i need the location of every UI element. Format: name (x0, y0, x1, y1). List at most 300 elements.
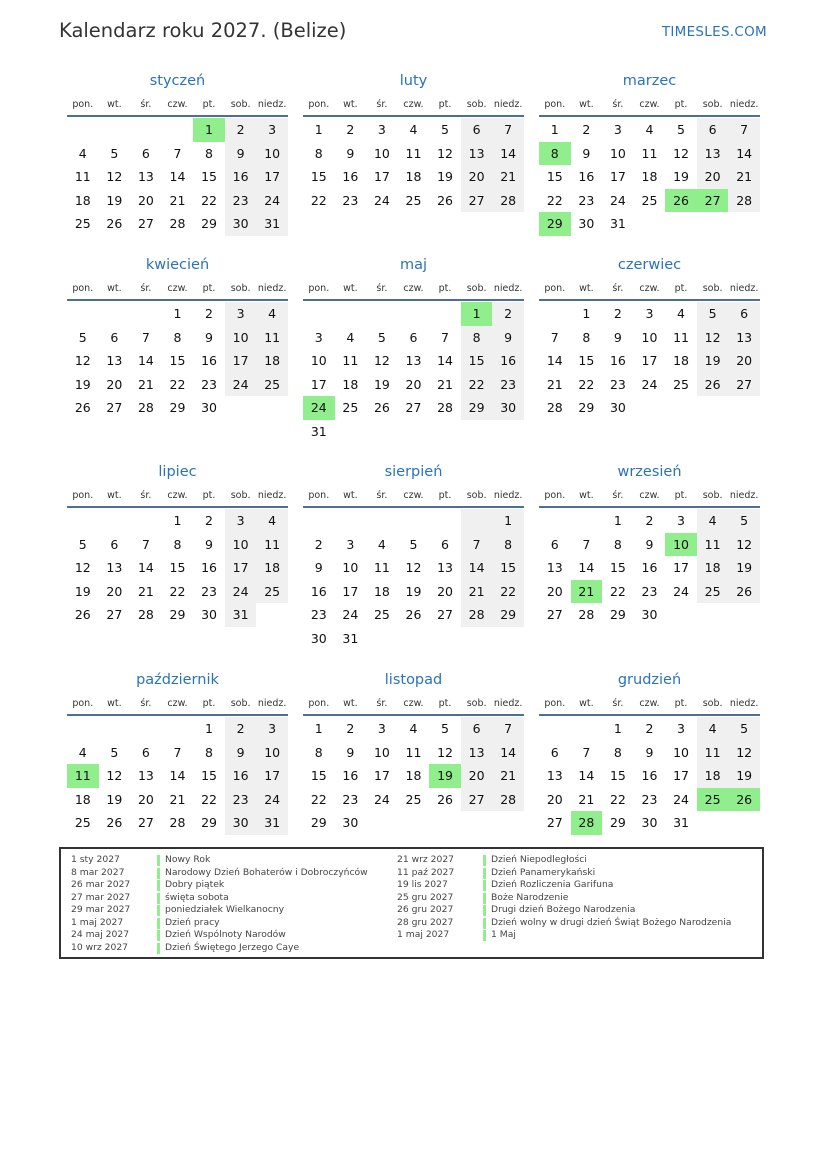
day-cell[interactable]: 10 (373, 145, 390, 161)
day-cell[interactable]: 23 (641, 791, 658, 807)
day-cell[interactable]: 13 (461, 741, 493, 765)
day-cell[interactable]: 7 (582, 536, 591, 552)
day-cell[interactable]: 1 (173, 306, 182, 321)
day-cell[interactable]: 22 (201, 791, 217, 807)
day-cell[interactable]: 30 (225, 212, 257, 236)
day-cell[interactable]: 10 (665, 533, 697, 557)
day-cell[interactable]: 29 (310, 815, 327, 830)
day-cell[interactable]: 23 (342, 791, 359, 807)
day-cell[interactable]: 11 (256, 326, 288, 350)
day-cell[interactable]: 26 (665, 189, 697, 213)
day-cell[interactable]: 13 (137, 768, 154, 783)
day-cell[interactable]: 31 (609, 216, 626, 231)
day-cell[interactable]: 16 (310, 583, 327, 599)
day-cell[interactable]: 30 (201, 400, 217, 415)
day-cell[interactable]: 20 (137, 192, 154, 208)
day-cell[interactable]: 28 (461, 603, 493, 627)
brand-logo-text[interactable]: TIMESLES.COM (661, 24, 767, 40)
day-cell[interactable]: 17 (256, 165, 288, 189)
day-cell[interactable]: 27 (728, 373, 760, 397)
day-cell[interactable]: 26 (697, 373, 729, 397)
day-cell[interactable]: 26 (74, 400, 91, 415)
day-cell[interactable]: 4 (697, 717, 729, 741)
day-cell[interactable]: 27 (461, 189, 493, 213)
day-cell[interactable]: 20 (461, 764, 493, 788)
day-cell[interactable]: 14 (546, 353, 563, 368)
day-cell[interactable]: 22 (201, 192, 217, 208)
day-cell[interactable]: 20 (546, 791, 563, 807)
day-cell[interactable]: 9 (645, 744, 654, 760)
day-cell[interactable]: 1 (613, 513, 622, 528)
day-cell[interactable]: 24 (303, 396, 335, 420)
day-cell[interactable]: 14 (728, 142, 760, 166)
day-cell[interactable]: 13 (405, 353, 422, 368)
day-cell[interactable]: 18 (405, 169, 422, 184)
day-cell[interactable]: 28 (492, 189, 524, 213)
day-cell[interactable]: 20 (405, 376, 422, 392)
day-cell[interactable]: 8 (205, 744, 213, 760)
day-cell[interactable]: 15 (169, 353, 186, 368)
day-cell[interactable]: 9 (492, 326, 524, 350)
day-cell[interactable]: 20 (106, 583, 123, 599)
day-cell[interactable]: 31 (342, 630, 359, 646)
day-cell[interactable]: 17 (225, 349, 257, 373)
day-cell[interactable]: 17 (373, 768, 390, 783)
day-cell[interactable]: 19 (429, 764, 461, 788)
day-cell[interactable]: 2 (582, 122, 591, 137)
day-cell[interactable]: 26 (405, 607, 422, 622)
day-cell[interactable]: 23 (342, 192, 359, 208)
day-cell[interactable]: 10 (673, 744, 689, 760)
day-cell[interactable]: 1 (173, 513, 182, 528)
day-cell[interactable]: 26 (74, 607, 91, 622)
day-cell[interactable]: 21 (578, 791, 595, 807)
day-cell[interactable]: 10 (225, 326, 257, 350)
day-cell[interactable]: 27 (106, 607, 123, 622)
day-cell[interactable]: 18 (641, 169, 658, 184)
day-cell[interactable]: 3 (613, 122, 622, 137)
day-cell[interactable]: 23 (641, 583, 658, 599)
day-cell[interactable]: 8 (173, 329, 182, 345)
day-cell[interactable]: 18 (373, 583, 390, 599)
day-cell[interactable]: 31 (256, 212, 288, 236)
day-cell[interactable]: 16 (641, 560, 658, 575)
day-cell[interactable]: 5 (78, 329, 87, 345)
day-cell[interactable]: 17 (342, 583, 359, 599)
day-cell[interactable]: 19 (74, 583, 91, 599)
day-cell[interactable]: 6 (409, 329, 418, 345)
day-cell[interactable]: 6 (110, 329, 119, 345)
day-cell[interactable]: 27 (437, 607, 453, 622)
day-cell[interactable]: 30 (310, 630, 327, 646)
day-cell[interactable]: 23 (310, 607, 327, 622)
day-cell[interactable]: 29 (609, 815, 626, 830)
day-cell[interactable]: 11 (74, 169, 91, 184)
day-cell[interactable]: 27 (405, 400, 422, 415)
day-cell[interactable]: 5 (728, 717, 760, 741)
day-cell[interactable]: 30 (641, 815, 658, 830)
day-cell[interactable]: 8 (492, 533, 524, 557)
day-cell[interactable]: 8 (314, 145, 323, 161)
day-cell[interactable]: 12 (728, 533, 760, 557)
day-cell[interactable]: 4 (346, 329, 355, 345)
day-cell[interactable]: 12 (74, 353, 91, 368)
day-cell[interactable]: 9 (314, 560, 323, 575)
day-cell[interactable]: 30 (201, 607, 217, 622)
day-cell[interactable]: 10 (373, 744, 390, 760)
day-cell[interactable]: 29 (201, 216, 217, 231)
day-cell[interactable]: 10 (256, 142, 288, 166)
day-cell[interactable]: 8 (205, 145, 213, 161)
day-cell[interactable]: 4 (78, 744, 87, 760)
day-cell[interactable]: 25 (373, 607, 390, 622)
day-cell[interactable]: 8 (173, 536, 182, 552)
day-cell[interactable]: 18 (697, 556, 729, 580)
day-cell[interactable]: 31 (225, 603, 257, 627)
day-cell[interactable]: 12 (74, 560, 91, 575)
day-cell[interactable]: 30 (342, 815, 359, 830)
day-cell[interactable]: 23 (201, 376, 217, 392)
day-cell[interactable]: 26 (106, 216, 123, 231)
day-cell[interactable]: 15 (310, 169, 327, 184)
day-cell[interactable]: 2 (225, 118, 257, 142)
day-cell[interactable]: 3 (256, 118, 288, 142)
day-cell[interactable]: 22 (609, 583, 626, 599)
day-cell[interactable]: 24 (256, 189, 288, 213)
day-cell[interactable]: 2 (205, 306, 213, 321)
day-cell[interactable]: 17 (310, 376, 327, 392)
day-cell[interactable]: 6 (141, 145, 150, 161)
day-cell[interactable]: 18 (256, 349, 288, 373)
day-cell[interactable]: 9 (205, 536, 213, 552)
day-cell[interactable]: 12 (697, 326, 729, 350)
day-cell[interactable]: 9 (582, 145, 591, 161)
day-cell[interactable]: 1 (314, 721, 323, 736)
day-cell[interactable]: 24 (373, 791, 390, 807)
day-cell[interactable]: 15 (201, 169, 217, 184)
day-cell[interactable]: 17 (373, 169, 390, 184)
day-cell[interactable]: 21 (728, 165, 760, 189)
day-cell[interactable]: 22 (609, 791, 626, 807)
day-cell[interactable]: 29 (578, 400, 595, 415)
day-cell[interactable]: 21 (169, 192, 186, 208)
day-cell[interactable]: 14 (461, 556, 493, 580)
day-cell[interactable]: 4 (697, 509, 729, 533)
day-cell[interactable]: 4 (377, 536, 386, 552)
day-cell[interactable]: 24 (373, 192, 390, 208)
day-cell[interactable]: 16 (578, 169, 595, 184)
day-cell[interactable]: 13 (461, 142, 493, 166)
day-cell[interactable]: 15 (169, 560, 186, 575)
day-cell[interactable]: 19 (673, 169, 689, 184)
day-cell[interactable]: 22 (578, 376, 595, 392)
day-cell[interactable]: 9 (205, 329, 213, 345)
day-cell[interactable]: 1 (492, 509, 524, 533)
day-cell[interactable]: 5 (441, 721, 449, 736)
day-cell[interactable]: 30 (492, 396, 524, 420)
day-cell[interactable]: 22 (546, 192, 563, 208)
day-cell[interactable]: 5 (441, 122, 449, 137)
day-cell[interactable]: 11 (373, 560, 390, 575)
day-cell[interactable]: 4 (645, 122, 654, 137)
day-cell[interactable]: 5 (78, 536, 87, 552)
day-cell[interactable]: 1 (314, 122, 323, 137)
day-cell[interactable]: 15 (492, 556, 524, 580)
day-cell[interactable]: 1 (205, 721, 213, 736)
day-cell[interactable]: 22 (169, 583, 186, 599)
day-cell[interactable]: 5 (728, 509, 760, 533)
day-cell[interactable]: 31 (310, 423, 327, 439)
day-cell[interactable]: 7 (173, 744, 182, 760)
day-cell[interactable]: 16 (201, 560, 217, 575)
day-cell[interactable]: 27 (697, 189, 729, 213)
day-cell[interactable]: 21 (461, 580, 493, 604)
day-cell[interactable]: 28 (728, 189, 760, 213)
day-cell[interactable]: 11 (67, 764, 99, 788)
day-cell[interactable]: 28 (546, 400, 563, 415)
day-cell[interactable]: 26 (437, 791, 453, 807)
day-cell[interactable]: 31 (673, 815, 689, 830)
day-cell[interactable]: 9 (645, 536, 654, 552)
day-cell[interactable]: 9 (225, 741, 257, 765)
day-cell[interactable]: 8 (461, 326, 493, 350)
day-cell[interactable]: 17 (225, 556, 257, 580)
day-cell[interactable]: 3 (377, 721, 386, 736)
day-cell[interactable]: 12 (673, 145, 689, 161)
day-cell[interactable]: 1 (550, 122, 559, 137)
day-cell[interactable]: 23 (609, 376, 626, 392)
day-cell[interactable]: 3 (225, 509, 257, 533)
day-cell[interactable]: 28 (137, 400, 154, 415)
day-cell[interactable]: 27 (546, 607, 563, 622)
day-cell[interactable]: 20 (437, 583, 453, 599)
day-cell[interactable]: 18 (342, 376, 359, 392)
day-cell[interactable]: 24 (342, 607, 359, 622)
day-cell[interactable]: 10 (641, 329, 658, 345)
day-cell[interactable]: 24 (225, 373, 257, 397)
day-cell[interactable]: 17 (609, 169, 626, 184)
day-cell[interactable]: 16 (342, 169, 359, 184)
day-cell[interactable]: 18 (673, 353, 689, 368)
day-cell[interactable]: 25 (405, 192, 422, 208)
day-cell[interactable]: 11 (342, 353, 359, 368)
day-cell[interactable]: 27 (461, 788, 493, 812)
day-cell[interactable]: 30 (578, 216, 595, 231)
day-cell[interactable]: 6 (461, 717, 493, 741)
day-cell[interactable]: 20 (697, 165, 729, 189)
day-cell[interactable]: 4 (256, 509, 288, 533)
day-cell[interactable]: 8 (613, 744, 622, 760)
day-cell[interactable]: 2 (613, 306, 622, 321)
day-cell[interactable]: 15 (546, 169, 563, 184)
day-cell[interactable]: 25 (256, 373, 288, 397)
day-cell[interactable]: 2 (346, 122, 355, 137)
day-cell[interactable]: 20 (461, 165, 493, 189)
day-cell[interactable]: 6 (697, 118, 729, 142)
day-cell[interactable]: 12 (437, 145, 453, 161)
day-cell[interactable]: 13 (546, 768, 563, 783)
day-cell[interactable]: 19 (437, 169, 453, 184)
day-cell[interactable]: 21 (546, 376, 563, 392)
day-cell[interactable]: 14 (437, 353, 453, 368)
day-cell[interactable]: 23 (578, 192, 595, 208)
day-cell[interactable]: 8 (314, 744, 323, 760)
day-cell[interactable]: 24 (256, 788, 288, 812)
day-cell[interactable]: 18 (405, 768, 422, 783)
day-cell[interactable]: 28 (571, 811, 603, 835)
day-cell[interactable]: 4 (256, 302, 288, 326)
day-cell[interactable]: 14 (578, 768, 595, 783)
day-cell[interactable]: 17 (673, 560, 689, 575)
day-cell[interactable]: 28 (169, 815, 186, 830)
day-cell[interactable]: 27 (106, 400, 123, 415)
day-cell[interactable]: 7 (141, 329, 150, 345)
day-cell[interactable]: 6 (110, 536, 119, 552)
day-cell[interactable]: 4 (409, 122, 418, 137)
day-cell[interactable]: 5 (110, 744, 119, 760)
day-cell[interactable]: 29 (201, 815, 217, 830)
day-cell[interactable]: 20 (728, 349, 760, 373)
day-cell[interactable]: 28 (437, 400, 453, 415)
day-cell[interactable]: 26 (106, 815, 123, 830)
day-cell[interactable]: 23 (225, 189, 257, 213)
day-cell[interactable]: 7 (441, 329, 449, 345)
day-cell[interactable]: 19 (106, 791, 123, 807)
day-cell[interactable]: 16 (492, 349, 524, 373)
day-cell[interactable]: 26 (728, 580, 760, 604)
day-cell[interactable]: 12 (728, 741, 760, 765)
day-cell[interactable]: 15 (310, 768, 327, 783)
day-cell[interactable]: 25 (405, 791, 422, 807)
day-cell[interactable]: 7 (492, 717, 524, 741)
day-cell[interactable]: 10 (310, 353, 327, 368)
day-cell[interactable]: 2 (645, 513, 654, 528)
day-cell[interactable]: 27 (546, 815, 563, 830)
day-cell[interactable]: 1 (582, 306, 591, 321)
day-cell[interactable]: 15 (609, 768, 626, 783)
day-cell[interactable]: 26 (437, 192, 453, 208)
day-cell[interactable]: 3 (377, 122, 386, 137)
day-cell[interactable]: 16 (641, 768, 658, 783)
day-cell[interactable]: 24 (641, 376, 658, 392)
day-cell[interactable]: 12 (373, 353, 390, 368)
day-cell[interactable]: 24 (225, 580, 257, 604)
day-cell[interactable]: 21 (437, 376, 453, 392)
day-cell[interactable]: 19 (373, 376, 390, 392)
day-cell[interactable]: 7 (728, 118, 760, 142)
day-cell[interactable]: 5 (409, 536, 418, 552)
day-cell[interactable]: 31 (256, 811, 288, 835)
day-cell[interactable]: 26 (728, 788, 760, 812)
day-cell[interactable]: 22 (310, 192, 327, 208)
day-cell[interactable]: 10 (342, 560, 359, 575)
day-cell[interactable]: 25 (342, 400, 359, 415)
day-cell[interactable]: 13 (728, 326, 760, 350)
day-cell[interactable]: 26 (373, 400, 390, 415)
day-cell[interactable]: 8 (539, 142, 571, 166)
day-cell[interactable]: 30 (609, 400, 626, 415)
day-cell[interactable]: 16 (225, 165, 257, 189)
day-cell[interactable]: 24 (609, 192, 626, 208)
day-cell[interactable]: 13 (437, 560, 453, 575)
day-cell[interactable]: 11 (405, 145, 422, 161)
day-cell[interactable]: 14 (492, 142, 524, 166)
day-cell[interactable]: 1 (613, 721, 622, 736)
day-cell[interactable]: 7 (582, 744, 591, 760)
day-cell[interactable]: 10 (225, 533, 257, 557)
day-cell[interactable]: 6 (550, 536, 559, 552)
day-cell[interactable]: 1 (461, 302, 493, 326)
day-cell[interactable]: 12 (106, 768, 123, 783)
day-cell[interactable]: 21 (492, 764, 524, 788)
day-cell[interactable]: 19 (728, 556, 760, 580)
day-cell[interactable]: 2 (314, 536, 323, 552)
day-cell[interactable]: 20 (137, 791, 154, 807)
day-cell[interactable]: 23 (201, 583, 217, 599)
day-cell[interactable]: 7 (173, 145, 182, 161)
day-cell[interactable]: 27 (137, 815, 154, 830)
day-cell[interactable]: 29 (169, 400, 186, 415)
day-cell[interactable]: 14 (578, 560, 595, 575)
day-cell[interactable]: 6 (441, 536, 449, 552)
day-cell[interactable]: 4 (677, 306, 685, 321)
day-cell[interactable]: 22 (310, 791, 327, 807)
day-cell[interactable]: 11 (256, 533, 288, 557)
day-cell[interactable]: 19 (405, 583, 422, 599)
day-cell[interactable]: 2 (205, 513, 213, 528)
day-cell[interactable]: 30 (641, 607, 658, 622)
day-cell[interactable]: 21 (137, 583, 154, 599)
day-cell[interactable]: 13 (106, 353, 123, 368)
day-cell[interactable]: 13 (137, 169, 154, 184)
day-cell[interactable]: 3 (346, 536, 355, 552)
day-cell[interactable]: 15 (461, 349, 493, 373)
day-cell[interactable]: 29 (539, 212, 571, 236)
day-cell[interactable]: 18 (74, 791, 91, 807)
day-cell[interactable]: 14 (137, 353, 154, 368)
day-cell[interactable]: 28 (578, 607, 595, 622)
day-cell[interactable]: 25 (641, 192, 658, 208)
day-cell[interactable]: 28 (137, 607, 154, 622)
day-cell[interactable]: 4 (78, 145, 87, 161)
day-cell[interactable]: 16 (225, 764, 257, 788)
day-cell[interactable]: 15 (609, 560, 626, 575)
day-cell[interactable]: 5 (110, 145, 119, 161)
day-cell[interactable]: 25 (74, 216, 91, 231)
day-cell[interactable]: 7 (461, 533, 493, 557)
day-cell[interactable]: 14 (137, 560, 154, 575)
day-cell[interactable]: 17 (641, 353, 658, 368)
day-cell[interactable]: 3 (677, 513, 685, 528)
day-cell[interactable]: 23 (492, 373, 524, 397)
day-cell[interactable]: 9 (225, 142, 257, 166)
day-cell[interactable]: 3 (256, 717, 288, 741)
day-cell[interactable]: 7 (550, 329, 559, 345)
day-cell[interactable]: 11 (673, 329, 689, 345)
day-cell[interactable]: 24 (673, 791, 689, 807)
day-cell[interactable]: 6 (461, 118, 493, 142)
day-cell[interactable]: 14 (169, 169, 186, 184)
day-cell[interactable]: 15 (578, 353, 595, 368)
day-cell[interactable]: 10 (609, 145, 626, 161)
day-cell[interactable]: 19 (74, 376, 91, 392)
day-cell[interactable]: 18 (256, 556, 288, 580)
day-cell[interactable]: 12 (437, 744, 453, 760)
day-cell[interactable]: 7 (492, 118, 524, 142)
day-cell[interactable]: 10 (256, 741, 288, 765)
day-cell[interactable]: 16 (609, 353, 626, 368)
day-cell[interactable]: 14 (492, 741, 524, 765)
